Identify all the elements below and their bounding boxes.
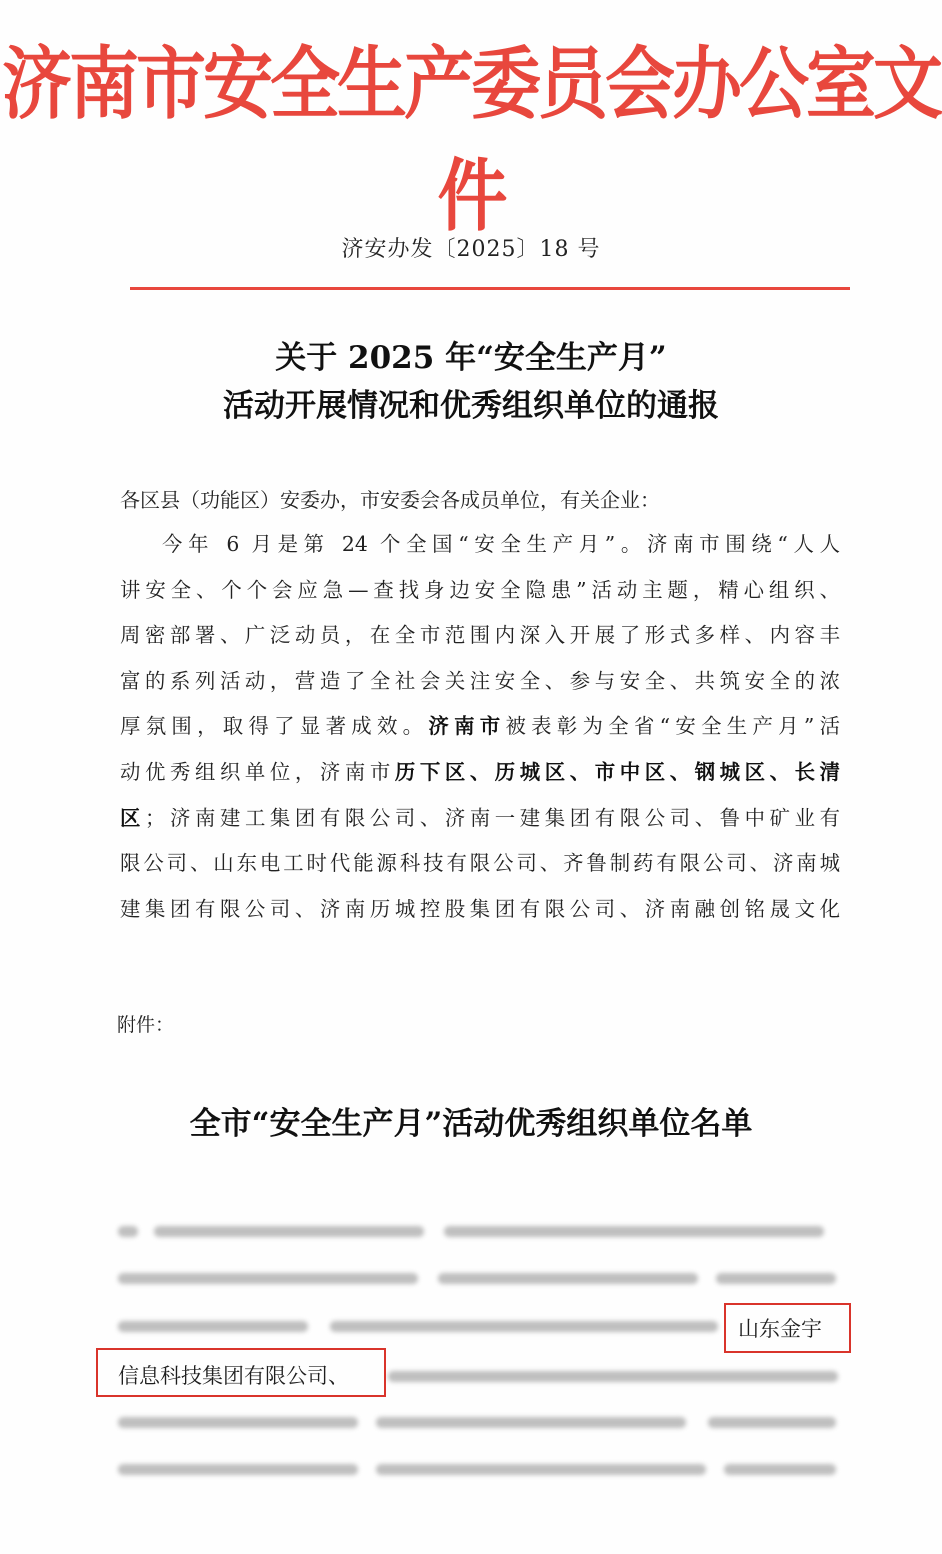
highlighted-company-name-part-1: 山东金宇 <box>738 1317 822 1341</box>
notice-body <box>120 522 840 932</box>
red-highlight-box <box>96 1348 386 1397</box>
blurred-text-line <box>118 1408 840 1436</box>
notice-title-line-2: 活动开展情况和优秀组织单位的通报 <box>223 388 719 424</box>
award-list-title: 全市“安全生产月”活动优秀组织单位名单 <box>189 1106 753 1142</box>
body-text: 动优秀组织单位，济南市 <box>120 759 395 784</box>
body-line: 限公司、山东电工时代能源科技有限公司、齐鲁制药有限公司、济南城 <box>120 851 840 876</box>
document-number: 济安办发〔2025〕18 号 <box>341 237 601 262</box>
body-line <box>120 750 840 796</box>
salutation: 各区县（功能区）安委办，市安委会各成员单位，有关企业： <box>120 488 660 512</box>
red-highlight-box <box>724 1303 851 1353</box>
blurred-text-line <box>118 1217 840 1245</box>
blurred-text-line <box>118 1455 840 1483</box>
attachment-label: 附件： <box>117 1014 175 1036</box>
body-line <box>120 796 840 842</box>
body-line: 讲安全、个个会应急—查找身边安全隐患”活动主题，精心组织、 <box>120 577 840 602</box>
body-line: 富的系列活动，营造了全社会关注安全、参与安全、共筑安全的浓 <box>120 668 840 693</box>
masthead-title: 济南市安全生产委员会办公室文件 <box>2 38 940 242</box>
body-bold-text: 济南市 <box>428 714 506 739</box>
body-line: 建集团有限公司、济南历城控股集团有限公司、济南融创铭晟文化 <box>120 896 840 921</box>
body-text: ；济南建工集团有限公司、济南一建集团有限公司、鲁中矿业有 <box>145 805 841 830</box>
body-line: 周密部署、广泛动员，在全市范围内深入开展了形式多样、内容丰 <box>120 623 840 648</box>
body-bold-text: 历下区、历城区、市中区、钢城区、长清 <box>394 759 841 784</box>
blurred-text-line <box>118 1312 718 1340</box>
body-line <box>120 704 840 750</box>
body-line: 今年 6 月是第 24 个全国“安全生产月”。济南市围绕“人人 <box>162 532 840 556</box>
body-bold-text: 区 <box>120 805 145 830</box>
notice-title-line-1: 关于 2025 年“安全生产月” <box>275 340 667 376</box>
highlighted-company-name-part-2: 信息科技集团有限公司、 <box>118 1364 349 1388</box>
body-text: 被表彰为全省“安全生产月”活 <box>505 714 840 739</box>
body-text: 厚氛围，取得了显著成效。 <box>120 714 429 739</box>
blurred-text-line <box>118 1264 840 1292</box>
blurred-text-line <box>388 1362 840 1390</box>
notice-title <box>0 334 942 430</box>
red-divider-line <box>130 287 850 290</box>
